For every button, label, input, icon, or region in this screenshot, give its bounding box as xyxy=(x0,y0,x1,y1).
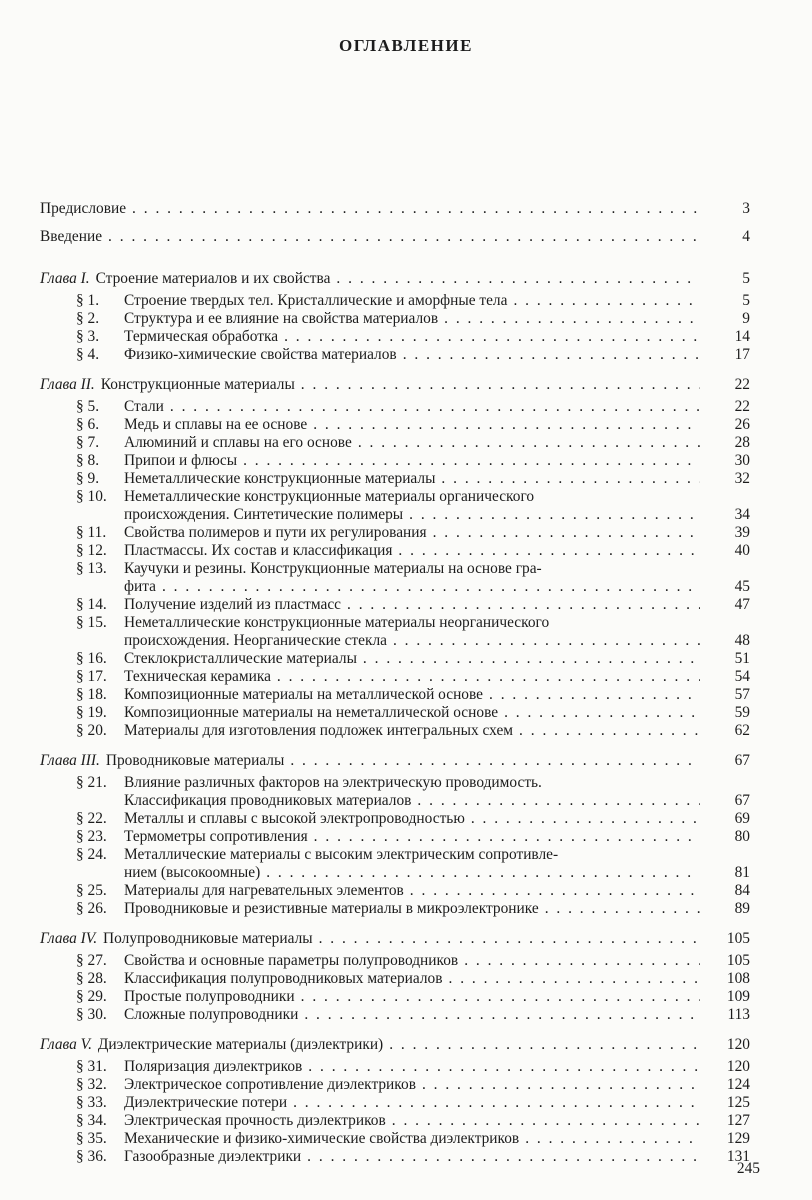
entry-page: 5 xyxy=(742,292,750,309)
leader-dots xyxy=(389,1036,700,1054)
leader-dots xyxy=(513,292,700,310)
entry-page: 67 xyxy=(734,792,750,809)
entry-title-continued: фита xyxy=(124,578,156,595)
section-number: § 2. xyxy=(76,310,100,327)
section-number: § 9. xyxy=(76,470,100,487)
entry-title: Композиционные материалы на металлической основе xyxy=(124,686,484,703)
entry-page: 39 xyxy=(734,524,750,541)
section-number: § 26. xyxy=(76,900,107,917)
section-number: § 20. xyxy=(76,722,107,739)
leader-dots xyxy=(162,578,700,596)
entry-title: Припои и флюсы xyxy=(124,452,238,469)
entry-title: Классификация полупроводниковых материалов xyxy=(124,970,443,987)
entry-title-continued: нием (высокоомные) xyxy=(124,864,261,881)
section-number: § 34. xyxy=(76,1112,107,1129)
entry-title: Проводниковые материалы xyxy=(105,752,285,769)
section-number: § 4. xyxy=(76,346,100,363)
entry-title: Электрическое сопротивление диэлектриков xyxy=(124,1076,416,1093)
entry-page: 22 xyxy=(734,398,750,415)
section-number: § 13. xyxy=(76,560,107,577)
leader-dots xyxy=(301,988,700,1006)
entry-page: 30 xyxy=(734,452,750,469)
entry-title: Стали xyxy=(124,398,164,415)
section-number: § 29. xyxy=(76,988,107,1005)
entry-title-continued: Классификация проводниковых материалов xyxy=(124,792,412,809)
section-number: § 18. xyxy=(76,686,107,703)
section-number: § 31. xyxy=(76,1058,107,1075)
entry-title: Газообразные диэлектрики xyxy=(124,1148,302,1165)
entry-page: 3 xyxy=(742,200,750,217)
leader-dots xyxy=(293,1094,700,1112)
entry-title-continued: происхождения. Синтетические полимеры xyxy=(124,506,404,523)
leader-dots xyxy=(444,310,700,328)
section-number: § 33. xyxy=(76,1094,107,1111)
entry-page: 9 xyxy=(742,310,750,327)
leader-dots xyxy=(290,752,700,770)
leader-dots xyxy=(525,1130,700,1148)
leader-dots xyxy=(422,1076,700,1094)
section-number: § 32. xyxy=(76,1076,107,1093)
entry-title: Пластмассы. Их состав и классификация xyxy=(124,542,393,559)
entry-title: Полупроводниковые материалы xyxy=(103,930,313,947)
section-number: § 30. xyxy=(76,1006,107,1023)
entry-page: 28 xyxy=(734,434,750,451)
leader-dots xyxy=(410,882,700,900)
entry-title: Диэлектрические материалы (диэлектрики) xyxy=(97,1036,384,1053)
section-number: § 5. xyxy=(76,398,100,415)
entry-title: Металлы и сплавы с высокой электропроводностью xyxy=(124,810,465,827)
leader-dots xyxy=(545,900,700,918)
entry-page: 51 xyxy=(734,650,750,667)
section-number: § 23. xyxy=(76,828,107,845)
entry-title: Диэлектрические потери xyxy=(124,1094,288,1111)
entry-page: 120 xyxy=(726,1036,750,1053)
section-number: § 12. xyxy=(76,542,107,559)
leader-dots xyxy=(403,346,700,364)
entry-page: 109 xyxy=(726,988,750,1005)
entry-page: 89 xyxy=(734,900,750,917)
page-title: ОГЛАВЛЕНИЕ xyxy=(339,36,473,55)
entry-title: Влияние различных факторов на электрическую проводимость. xyxy=(124,774,542,791)
entry-title: Алюминий и сплавы на его основе xyxy=(124,434,352,451)
leader-dots xyxy=(314,828,700,846)
entry-page: 14 xyxy=(734,328,750,345)
entry-title: Неметаллические конструкционные материалы xyxy=(124,470,436,487)
entry-page: 5 xyxy=(742,270,750,287)
entry-page: 59 xyxy=(734,704,750,721)
page-number: 245 xyxy=(736,1160,760,1177)
leader-dots xyxy=(284,328,700,346)
entry-title: Получение изделий из пластмасс xyxy=(124,596,342,613)
chapter-label: Глава II. xyxy=(40,376,95,393)
entry-title: Проводниковые и резистивные материалы в микроэлектронике xyxy=(124,900,539,917)
leader-dots xyxy=(347,596,700,614)
chapter-label: Глава IV. xyxy=(40,930,98,947)
leader-dots xyxy=(363,650,700,668)
leader-dots xyxy=(308,1058,700,1076)
leader-dots xyxy=(336,270,700,288)
leader-dots xyxy=(277,668,700,686)
section-number: § 11. xyxy=(76,524,107,541)
entry-page: 80 xyxy=(734,828,750,845)
leader-dots xyxy=(266,864,700,882)
leader-dots xyxy=(243,452,700,470)
leader-dots xyxy=(307,1148,700,1166)
entry-title: Неметаллические конструкционные материалы неорганического xyxy=(124,614,550,631)
leader-dots xyxy=(504,704,700,722)
entry-title: Свойства полимеров и пути их регулирования xyxy=(124,524,427,541)
entry-title-continued: происхождения. Неорганические стекла xyxy=(124,632,387,649)
entry-title: Механические и физико-химические свойства диэлектриков xyxy=(124,1130,520,1147)
section-number: § 22. xyxy=(76,810,107,827)
entry-title: Строение материалов и их свойства xyxy=(95,270,331,287)
entry-page: 34 xyxy=(734,506,750,523)
section-number: § 28. xyxy=(76,970,107,987)
entry-title: Физико-химические свойства материалов xyxy=(124,346,397,363)
entry-title: Электрическая прочность диэлектриков xyxy=(124,1112,386,1129)
entry-page: 81 xyxy=(734,864,750,881)
entry-title: Стеклокристаллические материалы xyxy=(124,650,357,667)
entry-title: Конструкционные материалы xyxy=(100,376,295,393)
entry-title: Термическая обработка xyxy=(124,328,279,345)
entry-page: 67 xyxy=(734,752,750,769)
entry-title: Простые полупроводники xyxy=(124,988,295,1005)
entry-page: 17 xyxy=(734,346,750,363)
entry-page: 124 xyxy=(726,1076,750,1093)
section-number: § 3. xyxy=(76,328,100,345)
entry-page: 120 xyxy=(726,1058,750,1075)
entry-title: Техническая керамика xyxy=(124,668,271,685)
section-number: § 7. xyxy=(76,434,100,451)
entry-page: 105 xyxy=(726,952,750,969)
section-number: § 21. xyxy=(76,774,107,791)
leader-dots xyxy=(519,722,700,740)
leader-dots xyxy=(417,792,700,810)
entry-page: 57 xyxy=(734,686,750,703)
section-number: § 27. xyxy=(76,952,107,969)
entry-title: Структура и ее влияние на свойства материалов xyxy=(124,310,439,327)
section-number: § 6. xyxy=(76,416,100,433)
leader-dots xyxy=(313,416,700,434)
section-number: § 8. xyxy=(76,452,100,469)
leader-dots xyxy=(108,228,700,246)
entry-page: 47 xyxy=(734,596,750,613)
entry-page: 22 xyxy=(734,376,750,393)
entry-page: 84 xyxy=(734,882,750,899)
leader-dots xyxy=(304,1006,700,1024)
section-number: § 10. xyxy=(76,488,107,505)
section-number: § 14. xyxy=(76,596,107,613)
entry-page: 108 xyxy=(726,970,750,987)
leader-dots xyxy=(319,930,700,948)
entry-page: 32 xyxy=(734,470,750,487)
section-number: § 15. xyxy=(76,614,107,631)
entry-title: Строение твердых тел. Кристаллические и аморфные тела xyxy=(124,292,508,309)
entry-page: 26 xyxy=(734,416,750,433)
section-number: § 24. xyxy=(76,846,107,863)
leader-dots xyxy=(393,632,700,650)
chapter-label: Глава V. xyxy=(40,1036,92,1053)
leader-dots xyxy=(358,434,700,452)
leader-dots xyxy=(489,686,700,704)
entry-page: 4 xyxy=(742,228,750,245)
entry-page: 69 xyxy=(734,810,750,827)
entry-page: 40 xyxy=(734,542,750,559)
entry-title: Материалы для нагревательных элементов xyxy=(124,882,404,899)
leader-dots xyxy=(471,810,700,828)
leader-dots xyxy=(170,398,700,416)
leader-dots xyxy=(132,200,700,218)
leader-dots xyxy=(392,1112,700,1130)
section-number: § 35. xyxy=(76,1130,107,1147)
entry-page: 54 xyxy=(734,668,750,685)
leader-dots xyxy=(301,376,700,394)
entry-title: Термометры сопротивления xyxy=(124,828,308,845)
entry-page: 45 xyxy=(734,578,750,595)
entry-title: Медь и сплавы на ее основе xyxy=(124,416,308,433)
leader-dots xyxy=(433,524,700,542)
entry-title: Предисловие xyxy=(40,200,127,217)
entry-title: Свойства и основные параметры полупроводников xyxy=(124,952,459,969)
entry-page: 125 xyxy=(726,1094,750,1111)
entry-page: 48 xyxy=(734,632,750,649)
leader-dots xyxy=(449,970,700,988)
entry-title: Сложные полупроводники xyxy=(124,1006,299,1023)
section-number: § 1. xyxy=(76,292,100,309)
leader-dots xyxy=(464,952,700,970)
entry-title: Неметаллические конструкционные материалы органического xyxy=(124,488,535,505)
entry-title: Каучуки и резины. Конструкционные материалы на основе гра- xyxy=(124,560,542,577)
chapter-label: Глава III. xyxy=(40,752,100,769)
entry-title: Поляризация диэлектриков xyxy=(124,1058,303,1075)
entry-page: 62 xyxy=(734,722,750,739)
section-number: § 16. xyxy=(76,650,107,667)
section-number: § 25. xyxy=(76,882,107,899)
entry-page: 105 xyxy=(726,930,750,947)
chapter-label: Глава I. xyxy=(40,270,90,287)
leader-dots xyxy=(441,470,700,488)
entry-title: Материалы для изготовления подложек интегральных схем xyxy=(124,722,514,739)
entry-page: 129 xyxy=(726,1130,750,1147)
entry-page: 113 xyxy=(727,1006,750,1023)
entry-page: 131 xyxy=(726,1148,750,1165)
section-number: § 19. xyxy=(76,704,107,721)
section-number: § 17. xyxy=(76,668,107,685)
section-number: § 36. xyxy=(76,1148,107,1165)
entry-page: 127 xyxy=(726,1112,750,1129)
leader-dots xyxy=(409,506,700,524)
entry-title: Введение xyxy=(40,228,103,245)
leader-dots xyxy=(398,542,700,560)
entry-title: Композиционные материалы на неметаллической основе xyxy=(124,704,499,721)
entry-title: Металлические материалы с высоким электрическим сопротивле- xyxy=(124,846,559,863)
